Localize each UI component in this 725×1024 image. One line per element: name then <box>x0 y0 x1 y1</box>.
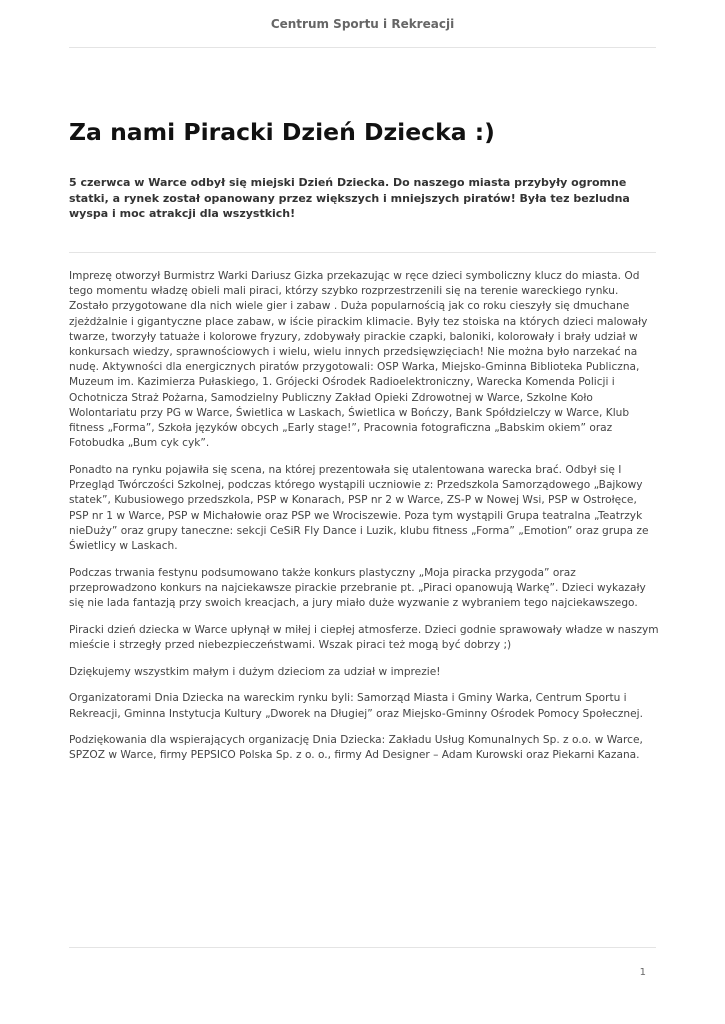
article-lead: 5 czerwca w Warce odbył się miejski Dzień Dziecka. Do naszego miasta przybyły ogromne statki, a rynek został opanowany przez większych i mniejszych piratów! Była tez bezludna wyspa i moc atrakcji dla wszystkich! <box>69 176 630 220</box>
article-paragraph: Podczas trwania festynu podsumowano także konkurs plastyczny „Moja piracka przygoda” oraz przeprowadzono konkurs na najciekawsze pirackie przebranie pt. „Piraci opanowują Warkę”. Dzieci wykazały się nie lada fantazją przy swoich kreacjach, a jury miało duże wyzwanie z wybraniem tego najciekawszego. <box>69 566 646 610</box>
article-paragraph: Imprezę otworzył Burmistrz Warki Dariusz Gizka przekazując w ręce dzieci symboliczny klucz do miasta. Od tego momentu władzę obieli mali piraci, którzy szybko rozprzestrzenili się na terenie wareckiego rynku. Zostało przygotowane dla nich wiele gier i zabaw . Duża popularnością jak co roku cieszyły się dmuchane zjeżdżalnie i gigantyczne place zabaw, w iście pirackim klimacie. Były tez stoiska na których dzieci malowały twarze, tworzyły tatuaże i kolorowe fryzury, zdobywały pirackie czapki, baloniki, kolorowały i brały udział w konkursach wiedzy, sprawnościowych i wielu, wielu innych przedsięwzięciach! Nie można było narzekać na nudę. Aktywności dla energicznych piratów przygotowali: OSP Warka, Miejsko-Gminna Biblioteka Publiczna, Muzeum im. Kazimierza Pułaskiego, 1. Grójecki Ośrodek Radioelektroniczny, Warecka Komenda Policji i Ochotnicza Straż Pożarna, Samodzielny Publiczny Zakład Opieki Zdrowotnej w Warce, Szkolne Koło Wolontariatu przy PG w Warce, Świetlica w Laskach, Świetlica w Bończy, Bank Spółdzielczy w Warce, Klub fitness „Forma”, Szkoła języków obcych „Early stage!”, Pracownia fotograficzna „Babskim okiem” oraz Fotobudka „Bum cyk cyk”. <box>69 270 648 450</box>
page-number: 1 <box>639 967 646 978</box>
article-paragraph: Ponadto na rynku pojawiła się scena, na której prezentowała się utalentowana warecka brać. Odbył się I Przegląd Twórczości Szkolnej, podczas którego wystąpili uczniowie z: Przedszkola Samorządowego „Bajkowy statek”, Kubusiowego przedszkola, PSP w Konarach, PSP nr 2 w Warce, ZS-P w Nowej Wsi, PSP w Ostrołęce, PSP nr 1 w Warce, PSP w Michałowie oraz PSP we Wrociszewie. Poza tym wystąpili Grupa teatralna „Teatrzyk nieDuży” oraz grupy taneczne: sekcji CeSiR Fly Dance i Luzik, klubu fitness „Forma” „Emotion” oraz grupa ze Świetlicy w Laskach. <box>69 463 649 552</box>
article-body <box>69 269 659 775</box>
article-paragraph: Piracki dzień dziecka w Warce upłynął w miłej i ciepłej atmosferze. Dzieci godnie sprawowały władze w naszym mieście i strzegły przed niebezpieczeństwami. Wszak piraci też mogą być dobrzy ;) <box>69 623 659 651</box>
article-paragraph: Podziękowania dla wspierających organizację Dnia Dziecka: Zakładu Usług Komunalnych Sp. z o.o. w Warce, SPZOZ w Warce, firmy PEPSICO Polska Sp. z o. o., firmy Ad Designer – Adam Kurowski oraz Piekarni Kazana. <box>69 734 643 762</box>
lead-divider <box>69 252 656 253</box>
article-paragraph: Organizatorami Dnia Dziecka na wareckim rynku byli: Samorząd Miasta i Gminy Warka, Centrum Sportu i Rekreacji, Gminna Instytucja Kultury „Dworek na Długiej” oraz Miejsko-Gminny Ośrodek Pomocy Społecznej. <box>69 692 643 720</box>
footer-divider <box>69 947 656 948</box>
site-header: Centrum Sportu i Rekreacji <box>270 17 455 31</box>
header-divider <box>69 47 656 48</box>
article-title: Za nami Piracki Dzień Dziecka :) <box>69 118 495 146</box>
article-paragraph: Dziękujemy wszystkim małym i dużym dzieciom za udział w imprezie! <box>69 665 441 678</box>
